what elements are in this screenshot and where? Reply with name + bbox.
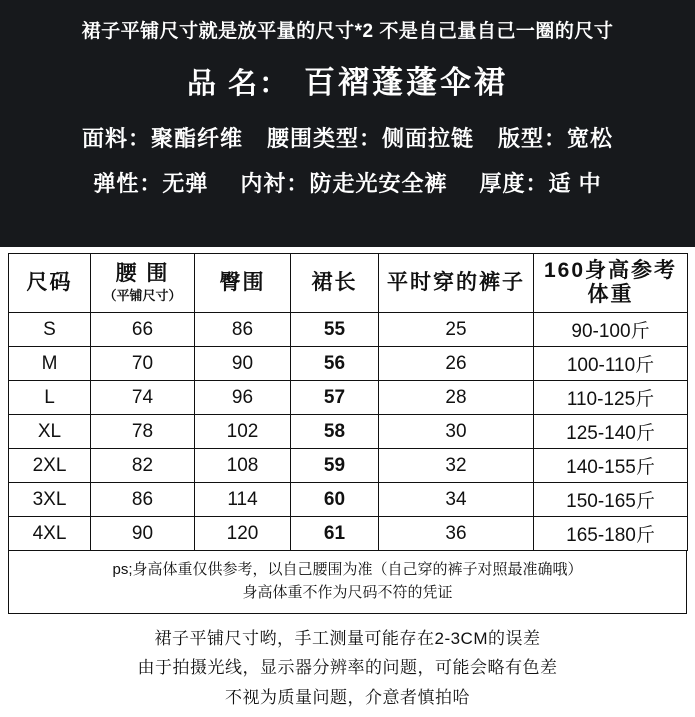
cell-weight: 140-155斤 bbox=[534, 449, 688, 483]
product-name-value: 百褶蓬蓬伞裙 bbox=[304, 65, 509, 100]
footer-line-1: 裙子平铺尺寸哟，手工测量可能存在2-3CM的误差 bbox=[154, 628, 541, 648]
header-pants bbox=[379, 254, 534, 313]
header-size bbox=[9, 254, 91, 313]
table-header-row bbox=[9, 254, 688, 313]
header-waist bbox=[91, 254, 195, 313]
spec-elasticity-label: 弹性： bbox=[93, 171, 163, 196]
size-table bbox=[8, 253, 688, 551]
spec-elasticity-value: 无弹 bbox=[162, 171, 209, 196]
cell-pants: 25 bbox=[379, 313, 534, 347]
cell-pants: 30 bbox=[379, 415, 534, 449]
spec-lining-label: 内衬： bbox=[240, 171, 310, 196]
cell-waist: 74 bbox=[91, 381, 195, 415]
cell-weight: 165-180斤 bbox=[534, 517, 688, 551]
cell-hip: 86 bbox=[195, 313, 291, 347]
cell-weight: 110-125斤 bbox=[534, 381, 688, 415]
cell-length: 60 bbox=[291, 483, 379, 517]
spec-fabric-label: 面料： bbox=[81, 126, 151, 151]
table-row bbox=[9, 517, 688, 551]
table-row bbox=[9, 483, 688, 517]
spec-waist-type bbox=[267, 122, 474, 153]
cell-waist: 70 bbox=[91, 347, 195, 381]
cell-hip: 120 bbox=[195, 517, 291, 551]
spec-fabric-value: 聚酯纤维 bbox=[150, 126, 243, 151]
cell-length: 59 bbox=[291, 449, 379, 483]
cell-waist: 78 bbox=[91, 415, 195, 449]
spec-waist-type-value: 侧面拉链 bbox=[382, 126, 475, 151]
table-row bbox=[9, 347, 688, 381]
spec-lining-value: 防走光安全裤 bbox=[309, 171, 448, 196]
cell-waist: 66 bbox=[91, 313, 195, 347]
spec-waist-type-label: 腰围类型： bbox=[266, 126, 382, 151]
spec-row-1 bbox=[0, 122, 695, 153]
cell-hip: 114 bbox=[195, 483, 291, 517]
cell-size: 4XL bbox=[9, 517, 91, 551]
cell-hip: 108 bbox=[195, 449, 291, 483]
cell-hip: 96 bbox=[195, 381, 291, 415]
table-row bbox=[9, 313, 688, 347]
cell-length: 61 bbox=[291, 517, 379, 551]
cell-pants: 32 bbox=[379, 449, 534, 483]
cell-hip: 102 bbox=[195, 415, 291, 449]
header-length bbox=[291, 254, 379, 313]
table-body bbox=[9, 313, 688, 551]
cell-weight: 125-140斤 bbox=[534, 415, 688, 449]
cell-weight: 100-110斤 bbox=[534, 347, 688, 381]
header-pants-text: 平时穿的裤子 bbox=[387, 270, 525, 294]
header-hip-text: 臀围 bbox=[219, 270, 266, 294]
cell-length: 56 bbox=[291, 347, 379, 381]
footer-notes bbox=[0, 614, 695, 717]
ps-note-line-1: ps;身高体重仅供参考，以自己腰围为准（自己穿的裤子对照最准确哦） bbox=[112, 561, 583, 578]
spec-fit bbox=[498, 122, 613, 153]
cell-length: 55 bbox=[291, 313, 379, 347]
header-weight bbox=[534, 254, 688, 313]
cell-waist: 82 bbox=[91, 449, 195, 483]
table-row bbox=[9, 415, 688, 449]
cell-pants: 36 bbox=[379, 517, 534, 551]
spec-fit-label: 版型： bbox=[498, 126, 568, 151]
product-name-line bbox=[0, 57, 695, 102]
ps-note-box bbox=[8, 551, 687, 614]
spec-thickness-value: 适 中 bbox=[548, 171, 602, 196]
cell-pants: 34 bbox=[379, 483, 534, 517]
header-length-text: 裙长 bbox=[311, 270, 358, 294]
cell-size: L bbox=[9, 381, 91, 415]
cell-length: 57 bbox=[291, 381, 379, 415]
header-size-text: 尺码 bbox=[26, 270, 73, 294]
spec-thickness bbox=[479, 167, 601, 198]
table-row bbox=[9, 381, 688, 415]
header-block bbox=[0, 0, 695, 247]
ps-note-line-2: 身高体重不作为尺码不符的凭证 bbox=[242, 584, 453, 602]
header-hip bbox=[195, 254, 291, 313]
cell-size: XL bbox=[9, 415, 91, 449]
top-note: 裙子平铺尺寸就是放平量的尺寸*2 不是自己量自己一圈的尺寸 bbox=[81, 21, 614, 42]
spec-row-2 bbox=[0, 167, 695, 198]
cell-weight: 90-100斤 bbox=[534, 313, 688, 347]
spec-thickness-label: 厚度： bbox=[479, 171, 549, 196]
cell-size: M bbox=[9, 347, 91, 381]
footer-line-2: 由于拍摄光线，显示器分辨率的问题，可能会略有色差 bbox=[137, 658, 558, 678]
spec-fit-value: 宽松 bbox=[567, 126, 614, 151]
cell-length: 58 bbox=[291, 415, 379, 449]
cell-waist: 90 bbox=[91, 517, 195, 551]
spec-lining bbox=[240, 167, 447, 198]
footer-line-3: 不视为质量问题，介意者慎拍哈 bbox=[225, 688, 470, 707]
cell-weight: 150-165斤 bbox=[534, 483, 688, 517]
table-row bbox=[9, 449, 688, 483]
cell-pants: 26 bbox=[379, 347, 534, 381]
size-table-wrap bbox=[0, 253, 695, 551]
spec-fabric bbox=[82, 122, 243, 153]
header-waist-text: 腰 围 bbox=[115, 262, 170, 286]
cell-size: 2XL bbox=[9, 449, 91, 483]
cell-hip: 90 bbox=[195, 347, 291, 381]
header-weight-text: 160身高参考体重 bbox=[543, 258, 678, 306]
spec-elasticity bbox=[93, 167, 208, 198]
header-waist-sub: （平铺尺寸） bbox=[103, 287, 182, 303]
cell-pants: 28 bbox=[379, 381, 534, 415]
cell-waist: 86 bbox=[91, 483, 195, 517]
cell-size: S bbox=[9, 313, 91, 347]
cell-size: 3XL bbox=[9, 483, 91, 517]
product-label: 品 名： bbox=[186, 68, 291, 100]
